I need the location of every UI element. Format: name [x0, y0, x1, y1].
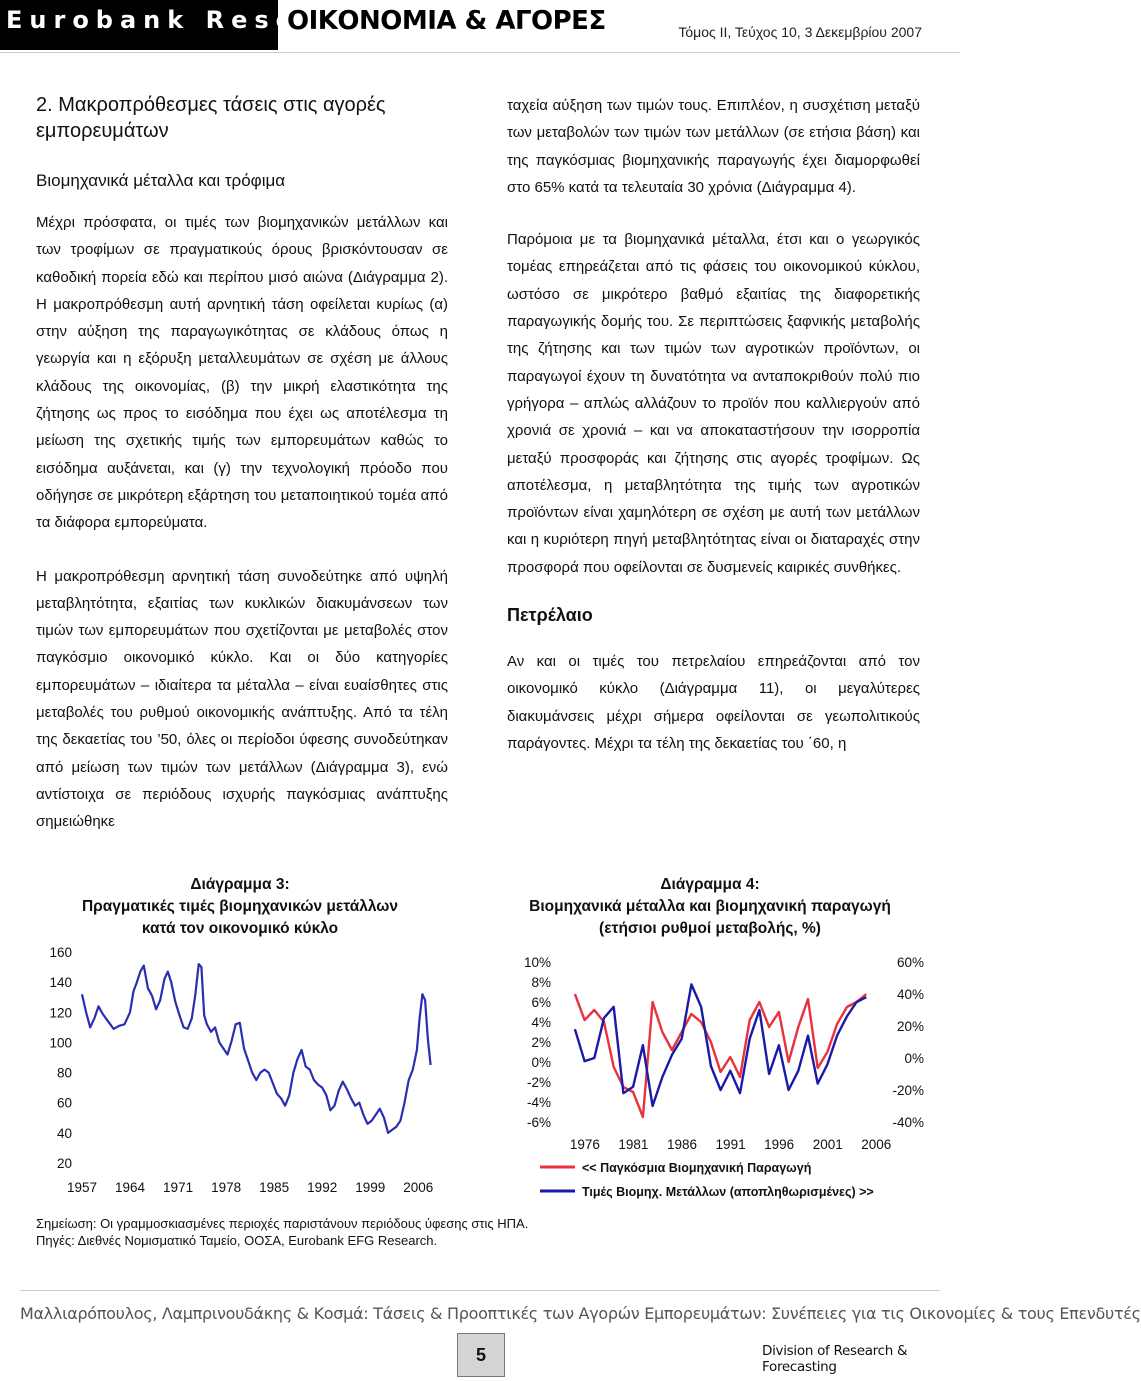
- publication-title: ΟΙΚΟΝΟΜΙΑ & ΑΓΟΡΕΣ: [287, 6, 606, 36]
- left-y-tick-label: 8%: [531, 975, 551, 990]
- page-number: 5: [457, 1333, 505, 1377]
- right-y-tick-label: 20%: [896, 1019, 924, 1034]
- x-tick-label: 2006: [861, 1137, 892, 1152]
- page-header: [0, 0, 960, 50]
- figure3-title-line3: κατά τον οικονομικό κύκλο: [141, 920, 339, 937]
- x-tick-label: 1992: [307, 1180, 338, 1195]
- figure4-title: [510, 874, 910, 940]
- y-tick-label: 40: [56, 1125, 72, 1141]
- left-y-tick-label: 4%: [531, 1015, 551, 1030]
- figure3-title-line2: Πραγματικές τιμές βιομηχανικών μετάλλων: [81, 898, 398, 915]
- oil-heading: Πετρέλαιο: [507, 605, 593, 626]
- legend-label: << Παγκόσμια Βιομηχανική Παραγωγή: [582, 1161, 812, 1175]
- right-y-tick-label: -40%: [892, 1115, 924, 1130]
- x-tick-label: 1986: [666, 1137, 698, 1152]
- paragraph-4: Παρόμοια με τα βιομηχανικά μέταλλα, έτσι και ο γεωργικός τομέας επηρεάζεται από τις φάσεις του οικονομικού κύκλου, ωστόσο σε μικρότερο βαθμό εξαιτίας της διαφορετικής παραγωγικής δομής του. Σε περιπτώσεις ξαφνικής μεταβολής της ζήτησης και των τιμών των αγροτικών προϊόντων, οι παραγωγοί έχουν τη δυνατότητα να ανταποκριθούν πολύ πιο γρήγορα – απλώς αλλάζουν το προϊόν που καλλιεργούν από χρονιά σε χρονιά – και να αποκαταστήσουν την ισορροπία μεταξύ προσφοράς και ζήτησης στις αγορές τροφίμων. Ως αποτέλεσμα, η μεταβλητότητα της τιμής των αγροτικών προϊόντων είναι χαμηλότερη σε σχέση με αυτή των μετάλλων και η κυριότερη πηγή μεταβλητότητας είναι οι διαταραχές στην προσφορά που οφείλονται σε δυσμενείς καιρικές συνθήκες.: [507, 231, 920, 576]
- x-tick-label: 2001: [812, 1137, 843, 1152]
- y-tick-label: 20: [56, 1156, 72, 1171]
- right-y-tick-label: -20%: [892, 1083, 924, 1098]
- left-y-tick-label: 10%: [523, 955, 551, 970]
- y-tick-label: 80: [56, 1065, 72, 1081]
- x-tick-label: 1981: [618, 1137, 649, 1152]
- figure3-title: [40, 874, 440, 940]
- subheading-metals-food: Βιομηχανικά μέταλλα και τρόφιμα: [36, 171, 286, 190]
- left-y-tick-label: 6%: [531, 995, 551, 1010]
- division-label: Division of Research & Forecasting: [762, 1343, 908, 1375]
- footnote-source: Πηγές: Διεθνές Νομισματικό Ταμείο, ΟΟΣΑ, Eurobank EFG Research.: [36, 1233, 438, 1248]
- left-y-tick-label: -4%: [526, 1095, 551, 1110]
- figure3-title-line1: Διάγραμμα 3:: [190, 876, 290, 893]
- x-tick-label: 1976: [569, 1137, 600, 1152]
- left-y-tick-label: -2%: [526, 1075, 551, 1090]
- x-tick-label: 2006: [403, 1180, 434, 1195]
- figure-footnote: [36, 1215, 528, 1249]
- issue-info: Τόμος ΙΙ, Τεύχος 10, 3 Δεκεμβρίου 2007: [678, 24, 922, 40]
- y-tick-label: 60: [56, 1095, 72, 1111]
- y-tick-label: 100: [49, 1035, 72, 1051]
- paragraph-3: ταχεία αύξηση των τιμών τους. Επιπλέον, η συσχέτιση μεταξύ των μεταβολών των τιμών των μετάλλων (σε ετήσια βάση) και της παγκόσμιας βιομηχανικής παραγωγής έχει διαμορφωθεί στο 65% κατά τα τελευταία 30 χρόνια (Διάγραμμα 4).: [507, 97, 920, 196]
- right-column: [507, 92, 920, 757]
- left-column: [36, 92, 448, 836]
- x-tick-label: 1991: [715, 1137, 746, 1152]
- x-tick-label: 1999: [355, 1180, 386, 1195]
- figure4-chart: [500, 944, 940, 1206]
- x-tick-label: 1964: [115, 1180, 146, 1195]
- metal-price-line: [82, 964, 431, 1133]
- left-y-tick-label: 2%: [531, 1035, 551, 1050]
- y-tick-label: 120: [49, 1005, 72, 1021]
- legend-label: Τιμές Βιομηχ. Μετάλλων (αποπληθωρισμένες) >>: [582, 1185, 874, 1199]
- x-tick-label: 1985: [259, 1180, 290, 1195]
- figure4-title-line3: (ετήσιοι ρυθμοί μεταβολής, %): [599, 920, 821, 937]
- oil-paragraph: Αν και οι τιμές του πετρελαίου επηρεάζονται από τον οικονομικό κύκλο (Διάγραμμα 11), οι μεγαλύτερες διακυμάνσεις μέχρι σήμερα οφείλονται σε γεωπολιτικούς παράγοντες. Μέχρι τα τέλη της δεκαετίας του ΄60, η: [507, 653, 920, 752]
- x-tick-label: 1971: [163, 1180, 194, 1195]
- paragraph-2: Η μακροπρόθεσμη αρνητική τάση συνοδεύτηκε από υψηλή μεταβλητότητα, εξαιτίας των κυκλικών διακυμάνσεων των τιμών των εμπορευμάτων που σχετίζονται με μεταβολές στον παγκόσμιο οικονομικό κύκλο. Και οι δύο κατηγορίες εμπορευμάτων – ιδιαίτερα τα μέταλλα – είναι ευαίσθητες στις μεταβολές του ρυθμού οικονομικής ανάπτυξης. Από τα τέλη της δεκαετίας του ’50, όλες οι περίοδοι ύφεσης συνοδεύτηκαν από μείωση των τιμών των μετάλλων (Διάγραμμα 3), ενώ αντίστοιχα σε περιόδους ισχυρής παγκόσμιας ανάπτυξης σημειώθηκε: [36, 567, 448, 831]
- left-y-tick-label: -6%: [526, 1115, 551, 1130]
- footer-divider: [20, 1290, 940, 1291]
- right-y-tick-label: 40%: [896, 987, 924, 1002]
- brand-logo: Eurobank Research: [6, 6, 387, 34]
- x-tick-label: 1957: [66, 1180, 98, 1195]
- x-tick-label: 1996: [764, 1137, 795, 1152]
- section-title: 2. Μακροπρόθεσμες τάσεις στις αγορές εμπορευμάτων: [36, 94, 386, 142]
- figure3-chart: [30, 936, 450, 1204]
- y-tick-label: 140: [49, 975, 72, 991]
- footnote-note: Σημείωση: Οι γραμμοσκιασμένες περιοχές παριστάνουν περιόδους ύφεσης στις ΗΠΑ.: [36, 1216, 529, 1231]
- right-y-tick-label: 0%: [904, 1051, 924, 1066]
- paragraph-1: Μέχρι πρόσφατα, οι τιμές των βιομηχανικών μετάλλων και των τροφίμων σε πραγματικούς όρους βρισκόντουσαν σε καθοδική πορεία εδώ και περίπου μισό αιώνα (Διάγραμμα 2). Η μακροπρόθεσμη αυτή αρνητική τάση οφείλεται κυρίως (α) στην αύξηση της παραγωγικότητας σε κλάδους όπως η γεωργία και η εξόρυξη μεταλλευμάτων σε σχέση με άλλους κλάδους της οικονομίας, (β) την μικρή ελαστικότητα της ζήτησης ως προς το εισόδημα που έχει ως αποτέλεσμα τη μείωση της σχετικής τιμής των εμπορευμάτων καθώς το εισόδημα αυξάνεται, και (γ) την τεχνολογική πρόοδο που οδήγησε σε μικρότερη εξάρτηση του μεταποιητικού τομέα από τα διάφορα εμπορεύματα.: [36, 214, 448, 532]
- y-tick-label: 160: [49, 945, 72, 960]
- figure4-title-line2: Βιομηχανικά μέταλλα και βιομηχανική παραγωγή: [529, 898, 891, 915]
- footer-authors-title: Μαλλιαρόπουλος, Λαμπρινουδάκης & Κοσμά: Τάσεις & Προοπτικές των Αγορών Εμπορευμάτων: Συνέπειες για τις Οικονομίες & τους Επενδυτές: [20, 1304, 1141, 1323]
- left-y-tick-label: 0%: [531, 1055, 551, 1070]
- figure4-title-line1: Διάγραμμα 4:: [660, 876, 760, 893]
- metal-prices-line: [575, 984, 866, 1106]
- x-tick-label: 1978: [211, 1180, 242, 1195]
- right-y-tick-label: 60%: [896, 955, 924, 970]
- header-divider: [0, 52, 960, 53]
